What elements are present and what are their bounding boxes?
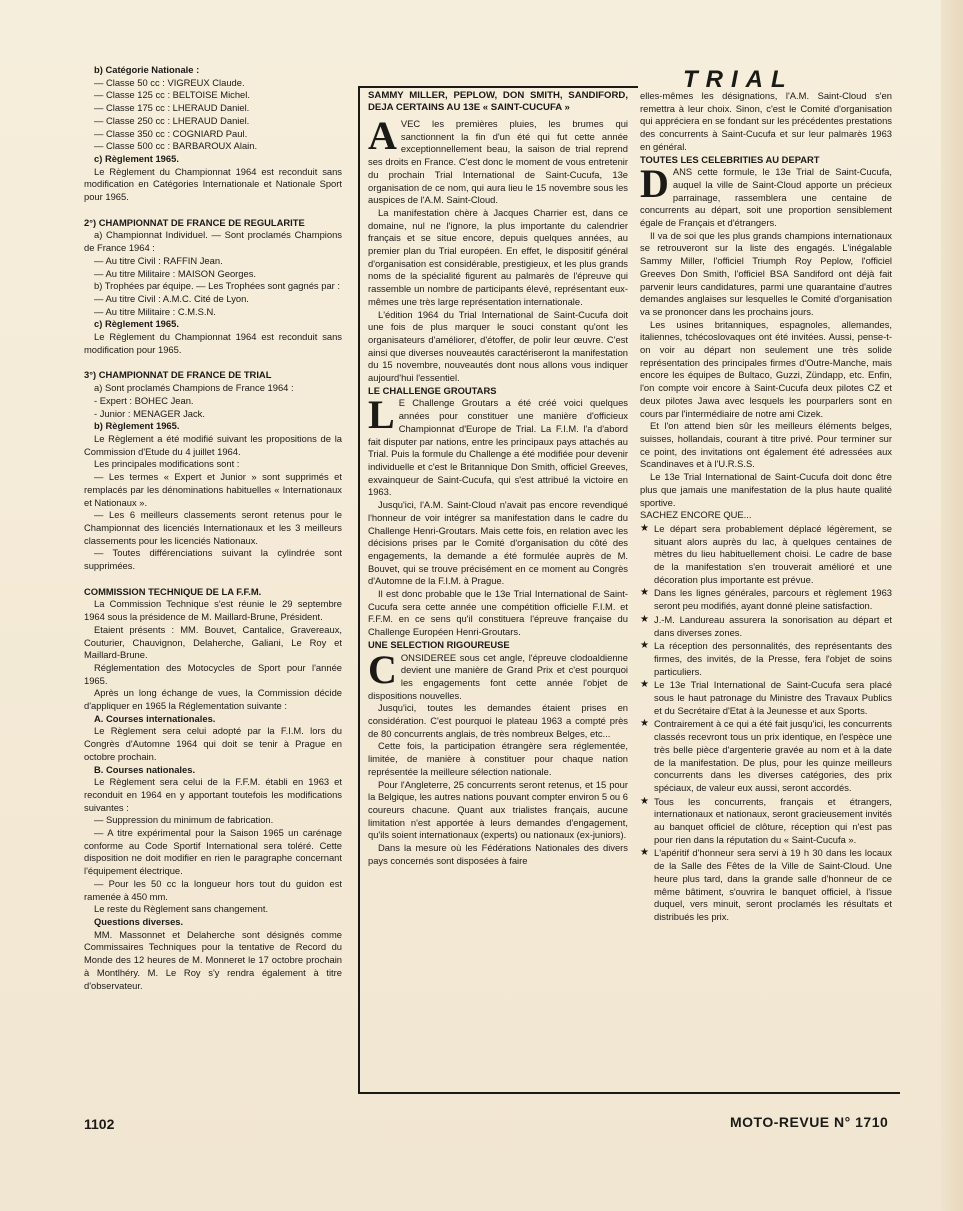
paragraph-with-drop-cap: [368, 392, 628, 499]
paragraph: a) Sont proclamés Champions de France 1964 :: [94, 382, 294, 394]
subheading: UNE SELECTION RIGOUREUSE: [368, 638, 510, 650]
paragraph-with-drop-cap: [368, 646, 628, 703]
star-bullet-icon: ★: [640, 679, 649, 691]
list-line: — Au titre Militaire : MAISON Georges.: [94, 267, 257, 279]
paragraph-text: ANS cette formule, le 13e Trial de Saint-Cucufa, auquel la ville de Saint-Cloud apporte un précieux parrainage, rassemblera une centaine de concurrents au départ, soit une proportion sensiblement égale de Français et d'étrangers.: [640, 166, 892, 229]
bullet-text: L'apéritif d'honneur sera servi à 19 h 30 dans les locaux de la Salle des Fêtes de la Ville de Saint-Cloud. Une heure plus tard, dans la grande salle d'honneur de ce même bâtiment, s'ouvrira le banquet officiel, à l'issue duquel, vers minuit, seront proclamés les résultats et distribués les prix.: [654, 847, 892, 922]
star-bullet-icon: ★: [640, 613, 649, 625]
bullet-item: [640, 640, 892, 678]
paragraph: Jusqu'ici, l'A.M. Saint-Cloud n'avait pas encore revendiqué l'honneur de voir intégrer sa manifestation dans le cadre du Challenge Henri-Groutars. Mais cette fois, en relation avec les décisions prises par le Comité d'organisation du côté des engagements, la demande a été formulée auprès de M. Bouvet, qui se trouve précisément en ce moment au Congrès d'Automne de la F.I.M. à Prague.: [368, 499, 628, 587]
paragraph: Les usines britanniques, espagnoles, allemandes, italiennes, tchécoslovaques ont été invitées. Aussi, pense-t-on voir au départ non seulement une très solide représentation des principales firmes d'Outre-Manche, mais encore les équipes de Bultaco, Guzzi, Zündapp, etc. Enfin, l'on compte voir encore à Saint-Cucufa deux pilotes CZ et deux pilotes Jawa avec lesquels les pourparlers sont en cours par l'intermédiaire de notre ami Cizek.: [640, 318, 892, 419]
paragraph: — A titre expérimental pour la Saison 1965 un carénage conforme au Code Sportif International sera toléré. Cette disposition ne doit modifier en rien le paragraphe concernant l'équipement électrique.: [84, 827, 342, 877]
paragraph: Les principales modifications sont :: [94, 458, 240, 470]
paragraph: La manifestation chère à Jacques Charrier est, dans ce domaine, nul ne l'ignore, la plus importante du calendrier français et se situe encore, depuis quelques années, au premier plan du Trial européen. En effet, le dispositif général d'organisation est considérable, prestigieux, et les plus grands noms de la spécialité figurent au palmarès de l'épreuve qui rassemble un nombre de participants élevé, représentant eux-mêmes une très large représentation internationale.: [368, 206, 628, 307]
subheading: LE CHALLENGE GROUTARS: [368, 384, 497, 396]
list-line: — Au titre Militaire : C.M.S.N.: [94, 305, 216, 317]
bullet-text: Tous les concurrents, français et étrangers, internationaux et nationaux, seront gracieusement invités au banquet officiel de clôture, réception qui n'est pas pour rien dans la réputation du « Saint-Cucufa ».: [654, 795, 892, 845]
paragraph-text: ONSIDEREE sous cet angle, l'épreuve clodoaldienne devient une manière de Grand Prix et c'est pourquoi les engagements font cette année l'objet de dispositions nouvelles.: [368, 651, 628, 701]
list-line: - Expert : BOHEC Jean.: [94, 394, 194, 406]
label-line: A. Courses internationales.: [94, 712, 216, 724]
page-number: 1102: [84, 1116, 115, 1132]
section-heading: 3°) CHAMPIONNAT DE FRANCE DE TRIAL: [84, 369, 272, 381]
drop-cap: C: [368, 646, 397, 692]
paragraph-with-drop-cap: [368, 113, 628, 207]
bullet-item: [640, 523, 892, 587]
paragraph: Il est donc probable que le 13e Trial International de Saint-Cucufa sera cette année une compétition officielle F.I.M. et F.F.M. en ce sens qu'il constituera l'épreuve française du Challenge Européen Henri-Groutars.: [368, 588, 628, 638]
paragraph: Le reste du Règlement sans changement.: [94, 903, 269, 915]
bullet-text: Le départ sera probablement déplacé légèrement, se situant alors auprès du lac, à quelques centaines de mètres du lieu habituellement choisi. Le cadre de base de la manifestation s'en trouverait amélioré et une décoration plus importante est prévue.: [654, 522, 892, 585]
bullet-item: [640, 679, 892, 717]
bullet-item: [640, 587, 892, 612]
star-bullet-icon: ★: [640, 847, 649, 859]
list-line: — Classe 50 cc : VIGREUX Claude.: [94, 76, 245, 88]
section-title: TRIAL: [683, 66, 794, 93]
article-column-2: [640, 90, 892, 924]
paragraph: Cette fois, la participation étrangère sera réglementée, limitée, de manière à constituer pour chaque nation représentée la meilleure sélection nationale.: [368, 740, 628, 777]
paragraph: Après un long échange de vues, la Commission décide d'appliquer en 1965 la Réglementation suivante :: [84, 687, 342, 712]
paragraph: Le Règlement a été modifié suivant les propositions de la Commission d'Etude du 4 juillet 1964.: [84, 432, 342, 457]
paragraph: b) Trophées par équipe. — Les Trophées sont gagnés par :: [94, 280, 340, 292]
drop-cap: D: [640, 161, 669, 207]
paragraph: La Commission Technique s'est réunie le 29 septembre 1964 sous la présidence de M. Maillard-Brune, Président.: [84, 598, 342, 623]
paragraph: Jusqu'ici, toutes les demandes étaient prises en considération. C'est pourquoi le plateau 1963 a compté près de 80 concurrents anglais, de très nombreux Belges, etc...: [368, 702, 628, 739]
star-bullet-icon: ★: [640, 640, 649, 652]
bullet-text: J.-M. Landureau assurera la sonorisation au départ et dans diverses zones.: [654, 613, 892, 638]
paragraph: Le Règlement du Championnat 1964 est reconduit sans modification pour 1965.: [84, 331, 342, 355]
paragraph: MM. Massonnet et Delaherche sont désignés comme Commissaires Techniques pour la tentative de Record du Monde des 12 heures de M. Monneret le 17 octobre prochain à Montlhéry. M. Le Roy s'y rendra également à titre d'observateur.: [84, 928, 342, 991]
star-bullet-icon: ★: [640, 587, 649, 599]
list-line: — Classe 500 cc : BARBAROUX Alain.: [94, 140, 258, 152]
paragraph: — Toutes différenciations suivant la cylindrée sont supprimées.: [84, 547, 342, 572]
star-bullet-icon: ★: [640, 522, 649, 534]
paragraph: — Les 6 meilleurs classements seront retenus pour le Championnat des licenciés Internationaux et les 3 meilleurs classements pour les licenciés Nationaux.: [84, 509, 342, 546]
article-frame-top-rule: [358, 86, 638, 88]
paragraph: elles-mêmes les désignations, l'A.M. Saint-Cloud s'en remettra à leur choix. Sinon, c'est le Comité d'organisation qui appréciera en se fondant sur les précédentes prestations des concurrents à Saint-Cucufa et sur leur palmarès 1963 en général.: [640, 90, 892, 152]
paragraph: Le 13e Trial International de Saint-Cucufa doit donc être plus que jamais une manifestation de la plus haute qualité sportive.: [640, 471, 892, 508]
paragraph: Le Règlement sera celui de la F.F.M. établi en 1963 et reconduit en 1964 en y apportant toutefois les modifications suivantes :: [84, 776, 342, 813]
section-heading: COMMISSION TECHNIQUE DE LA F.F.M.: [84, 585, 262, 597]
bullet-text: Dans les lignes générales, parcours et règlement 1963 seront peu modifiés, ayant donné pleine satisfaction.: [654, 587, 892, 612]
paragraph: — Les termes « Expert et Junior » sont supprimés et remplacés par les dénominations habituelles « Internationaux et Nationaux ».: [84, 471, 342, 508]
list-line: — Au titre Civil : A.M.C. Cité de Lyon.: [94, 292, 249, 304]
list-line: - Junior : MENAGER Jack.: [94, 407, 205, 419]
list-line: — Au titre Civil : RAFFIN Jean.: [94, 254, 223, 266]
label-line: c) Règlement 1965.: [94, 152, 179, 164]
paragraph-text: E Challenge Groutars a été créé voici quelques années pour constituer une manière d'officieux Championnat d'Europe de Trial. La F.I.M. l'a d'abord fait disputer par nations, entre les principaux pays attachés au Trial. Puis la formule du Challenge a été modifiée pour devenir individuelle et c'est le Britannique Don Smith, officiel Greeves, exvainqueur de Saint-Cucufa, qui s'est attribué la victoire en 1963.: [368, 397, 628, 498]
bullet-text: Contrairement à ce qui a été fait jusqu'ici, les concurrents classés recevront tous un prix identique, en l'espèce une très belle pièce d'argenterie gravée au nom et à la date de la manifestation. De plus, pour les quinze meilleurs concurrents dans les diverses catégories, des prix spéciaux, de valeur eux aussi, seront accordés.: [654, 718, 892, 793]
label-line: Questions diverses.: [94, 916, 184, 927]
paragraph: a) Championnat Individuel. — Sont proclamés Champions de France 1964 :: [84, 229, 342, 254]
subheading: TOUTES LES CELEBRITIES AU DEPART: [640, 153, 820, 165]
drop-cap: A: [368, 113, 397, 158]
bullet-text: La réception des personnalités, des représentants des firmes, des invités, de la Presse, fera l'objet de soins particuliers.: [654, 640, 892, 677]
paragraph: Il va de soi que les plus grands champions internationaux se retrouveront sur la liste des engagés. L'inégalable Sammy Miller, l'officiel Triumph Roy Peplow, l'officiel Greeves Don Smith, l'officiel BSA Sandiford ont déjà fait parvenir leurs candidatures, parmi une quarantaine d'autres demandes anglaises sur lesquelles le Comité d'organisation va se prononcer dans les prochains jours.: [640, 229, 892, 317]
drop-cap: L: [368, 392, 395, 438]
paragraph: Le Règlement du Championnat 1964 est reconduit sans modification en Catégories Internationale et Nationale Sport pour 1965.: [84, 165, 342, 203]
page-edge: [941, 0, 963, 1211]
label-line: B. Courses nationales.: [94, 763, 196, 775]
star-bullet-icon: ★: [640, 718, 649, 730]
paragraph: Pour l'Angleterre, 25 concurrents seront retenus, et 15 pour la Belgique, les autres nations pouvant compter environ 5 ou 6 coureurs chacune. Quant aux trialistes français, aucune limitation n'est apportée à leurs demandes d'engagement, qu'ils soient internationaux (experts) ou nationaux (ex-juniors).: [368, 778, 628, 841]
paragraph: L'édition 1964 du Trial International de Saint-Cucufa doit une fois de plus marquer le souci constant qu'ont les organisateurs d'améliorer, d'étoffer, de polir leur œuvre. C'est ainsi que diverses nouveautés caractériseront la manifestation du 15 novembre, nouveautés dont nous allons vous indiquer aujourd'hui l'essentiel.: [368, 308, 628, 384]
article-column-1: [368, 90, 628, 867]
label-line: b) Règlement 1965.: [94, 420, 180, 432]
label-line: c) Règlement 1965.: [94, 318, 179, 330]
bullet-item: [640, 847, 892, 923]
bullet-text: Le 13e Trial International de Saint-Cucufa sera placé sous le haut patronage du Ministre des Travaux Publics et du Secrétaire d'Etat à la Jeunesse et aux Sports.: [654, 679, 892, 716]
bullet-item: [640, 796, 892, 847]
paragraph-text: VEC les premières pluies, les brumes qui sanctionnent la fin d'un été qui fut cette année exceptionnellement beau, la saison de trial reprend ses droits en France. C'est donc le moment de vous entretenir du prochain Trial International de Saint-Cucufa, 13e organisation de ce nom, qui aura lieu le 15 novembre sous les auspices de l'A.M. Saint-Cloud.: [368, 118, 628, 206]
list-line: — Classe 175 cc : LHERAUD Daniel.: [94, 102, 250, 114]
paragraph: Dans la mesure où les Fédérations Nationales des divers pays concernés sont disposées à faire: [368, 842, 628, 866]
bullet-item: [640, 614, 892, 639]
list-line: — Classe 350 cc : COGNIARD Paul.: [94, 127, 248, 139]
subheading: SACHEZ ENCORE QUE...: [640, 509, 752, 521]
left-column: [84, 64, 342, 992]
paragraph: Et l'on attend bien sûr les meilleurs éléments belges, suisses, hollandais, courant à titre privé. Pour terminer sur ce point, des invitations ont également été adressées aux Scandinaves et à l'U.R.S.S.: [640, 420, 892, 470]
star-bullet-icon: ★: [640, 795, 649, 807]
bullet-item: [640, 718, 892, 794]
paragraph: Le Règlement sera celui adopté par la F.I.M. lors du Congrès d'Automne 1964 qui doit se tenir à Prague en octobre prochain.: [84, 725, 342, 762]
section-heading: 2°) CHAMPIONNAT DE FRANCE DE REGULARITE: [84, 216, 305, 228]
paragraph-with-drop-cap: [640, 161, 892, 230]
paragraph: — Suppression du minimum de fabrication.: [94, 814, 274, 826]
paragraph: Etaient présents : MM. Bouvet, Cantalice, Gravereaux, Couturier, Chauvignon, Delaherche, Galiani, Le Roy et Maillard-Brune.: [84, 623, 342, 661]
label-line: b) Catégorie Nationale :: [94, 64, 200, 75]
article-headline: SAMMY MILLER, PEPLOW, DON SMITH, SANDIFORD, DEJA CERTAINS AU 13E « SAINT-CUCUFA »: [368, 90, 628, 113]
paragraph: — Pour les 50 cc la longueur hors tout du guidon est ramenée à 450 mm.: [84, 877, 342, 902]
magazine-issue: MOTO-REVUE N° 1710: [730, 1114, 889, 1130]
list-line: — Classe 250 cc : LHERAUD Daniel.: [94, 114, 250, 126]
paragraph: Réglementation des Motocycles de Sport pour l'année 1965.: [84, 661, 342, 686]
list-line: — Classe 125 cc : BELTOISE Michel.: [94, 89, 250, 101]
